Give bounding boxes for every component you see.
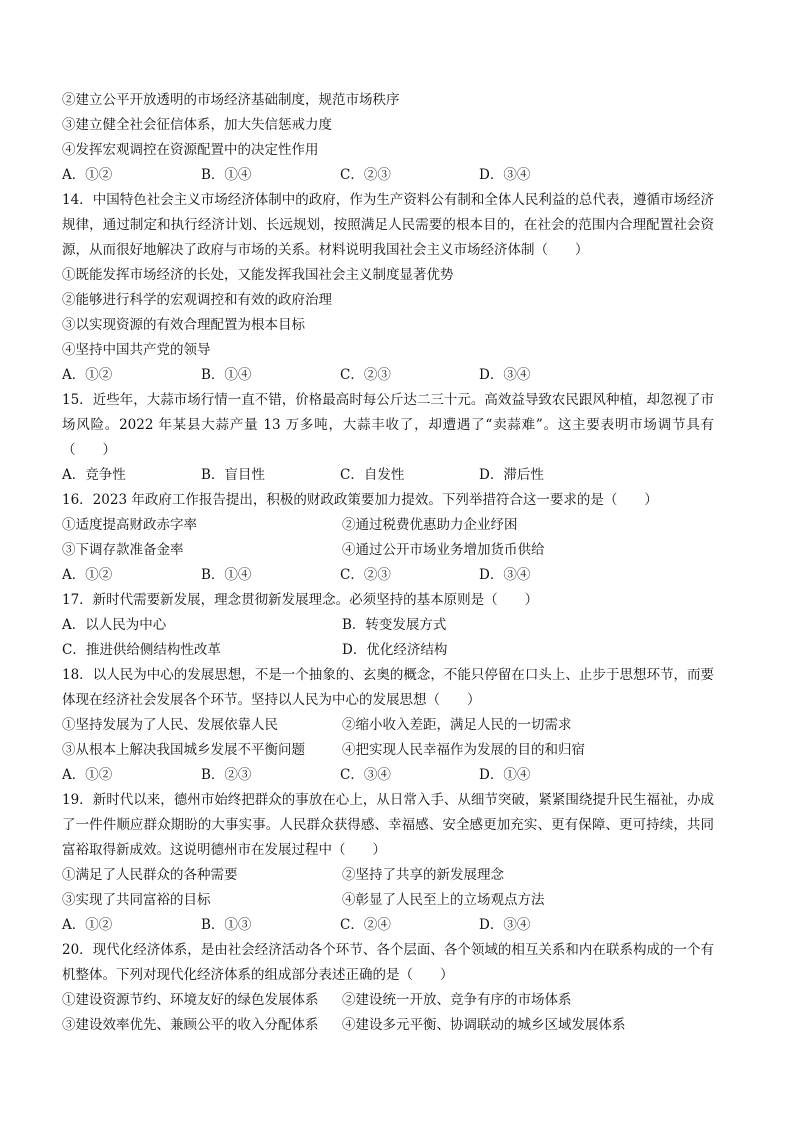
option-line: ①满足了人民群众的各种需要 <box>62 867 238 883</box>
option-line: ①适度提高财政赤字率 <box>62 517 197 533</box>
question-stem: 18．以人民为中心的发展思想，不是一个抽象的、玄奥的概念，不能只停留在口头上、止步于思想环节，而要体现在经济社会发展各个环节。坚持以人民为中心的发展思想（ ） <box>62 667 714 708</box>
option-line: ④把实现人民幸福作为发展的目的和归宿 <box>342 742 585 758</box>
choice-b: B．①④ <box>201 367 252 383</box>
option-line: ④通过公开市场业务增加货币供给 <box>342 542 545 558</box>
choice-a: A．以人民为中心 <box>62 617 167 633</box>
question-17 <box>62 588 714 663</box>
option-line: ③实现了共同富裕的目标 <box>62 892 211 908</box>
option-line: ③建立健全社会征信体系，加大失信惩戒力度 <box>62 117 332 133</box>
choice-a: A．①② <box>62 917 113 933</box>
question-19 <box>62 788 714 938</box>
choice-c: C．③④ <box>340 767 391 783</box>
question-14 <box>62 188 714 388</box>
option-line: ④发挥宏观调控在资源配置中的决定性作用 <box>62 142 319 158</box>
choice-d: D．③④ <box>479 167 531 183</box>
answer-choices <box>62 763 714 788</box>
choice-b: B．②③ <box>201 767 252 783</box>
option-line: ④彰显了人民至上的立场观点方法 <box>342 892 545 908</box>
option-pair <box>62 513 714 538</box>
choice-d: D．优化经济结构 <box>342 642 448 658</box>
question-stem: 14．中国特色社会主义市场经济体制中的政府，作为生产资料公有制和全体人民利益的总代表，遵循市场经济规律，通过制定和执行经济计划、长远规划，按照满足人民需要的根本目的，在社会的范围内合理配置社会资源，从而很好地解决了政府与市场的关系。材料说明我国社会主义市场经济体制（ ） <box>62 192 714 258</box>
answer-choices <box>62 163 714 188</box>
option-line: ②坚持了共享的新发展理念 <box>342 867 504 883</box>
option-pair <box>62 538 714 563</box>
option-line: ①既能发挥市场经济的长处，又能发挥我国社会主义制度显著优势 <box>62 267 454 283</box>
question-stem: 17．新时代需要新发展，理念贯彻新发展理念。必须坚持的基本原则是（ ） <box>62 592 539 608</box>
option-pair <box>62 713 714 738</box>
option-line: ③以实现资源的有效合理配置为根本目标 <box>62 317 305 333</box>
choice-b: B．①③ <box>201 917 252 933</box>
question-stem: 20．现代化经济体系，是由社会经济活动各个环节、各个层面、各个领域的相互关系和内在联系构成的一个有机整体。下列对现代化经济体系的组成部分表述正确的是（ ） <box>62 942 714 983</box>
answer-choices <box>62 638 714 663</box>
question-20 <box>62 938 714 1038</box>
choice-b: B．①④ <box>201 167 252 183</box>
question-stem: 16．2023 年政府工作报告提出，积极的财政政策要加力提效。下列举措符合这一要求的是（ ） <box>62 492 658 508</box>
question-15 <box>62 388 714 488</box>
question-16 <box>62 488 714 588</box>
option-pair <box>62 988 714 1013</box>
answer-choices <box>62 913 714 938</box>
option-line: ④坚持中国共产党的领导 <box>62 342 211 358</box>
answer-choices <box>62 363 714 388</box>
choice-a: A．①② <box>62 567 113 583</box>
choice-c: C．②④ <box>340 917 391 933</box>
question-stem: 19．新时代以来，德州市始终把群众的事放在心上，从日常入手、从细节突破，紧紧围绕提升民生福祉，办成了一件件顺应群众期盼的大事实事。人民群众获得感、幸福感、安全感更加充实、更有保障、更可持续，共同富裕取得新成效。这说明德州市在发展过程中（ ） <box>62 792 714 858</box>
choice-a: A．①② <box>62 367 113 383</box>
choice-c: C．自发性 <box>340 467 405 483</box>
choice-b: B．转变发展方式 <box>342 617 447 633</box>
answer-choices <box>62 463 714 488</box>
answer-choices <box>62 563 714 588</box>
choice-d: D．③④ <box>479 367 531 383</box>
option-line: ②缩小收入差距，满足人民的一切需求 <box>342 717 572 733</box>
option-pair <box>62 738 714 763</box>
choice-c: C．②③ <box>340 167 391 183</box>
option-line: ③建设效率优先、兼顾公平的收入分配体系 <box>62 1017 319 1033</box>
choice-a: A．①② <box>62 767 113 783</box>
option-line: ②通过税费优惠助力企业纾困 <box>342 517 518 533</box>
choice-d: D．滞后性 <box>479 467 544 483</box>
choice-b: B．盲目性 <box>201 467 265 483</box>
choice-d: D．③④ <box>479 917 531 933</box>
option-pair <box>62 888 714 913</box>
question-stem: 15．近些年，大蒜市场行情一直不错，价格最高时每公斤达二三十元。高效益导致农民跟风种植，却忽视了市场风险。2022 年某县大蒜产量 13 万多吨，大蒜丰收了，却遭遇了“卖蒜难”。这主要表明市场调节具有（ ） <box>62 392 714 458</box>
question-13 <box>62 88 714 188</box>
choice-d: D．③④ <box>479 567 531 583</box>
option-line: ②能够进行科学的宏观调控和有效的政府治理 <box>62 292 332 308</box>
option-line: ②建立公平开放透明的市场经济基础制度，规范市场秩序 <box>62 92 400 108</box>
option-line: ④建设多元平衡、协调联动的城乡区域发展体系 <box>342 1017 626 1033</box>
option-pair <box>62 1013 714 1038</box>
choice-b: B．①④ <box>201 567 252 583</box>
choice-c: C．②③ <box>340 567 391 583</box>
choice-d: D．①④ <box>479 767 531 783</box>
choice-a: A．①② <box>62 167 113 183</box>
choice-a: A．竞争性 <box>62 467 126 483</box>
option-line: ①建设资源节约、环境友好的绿色发展体系 <box>62 992 319 1008</box>
option-line: ②建设统一开放、竞争有序的市场体系 <box>342 992 572 1008</box>
option-pair <box>62 863 714 888</box>
option-line: ③下调存款准备金率 <box>62 542 184 558</box>
choice-c: C．②③ <box>340 367 391 383</box>
answer-choices <box>62 613 714 638</box>
option-line: ③从根本上解决我国城乡发展不平衡问题 <box>62 742 305 758</box>
option-line: ①坚持发展为了人民、发展依靠人民 <box>62 717 278 733</box>
choice-c: C．推进供给侧结构性改革 <box>62 642 221 658</box>
question-18 <box>62 663 714 788</box>
